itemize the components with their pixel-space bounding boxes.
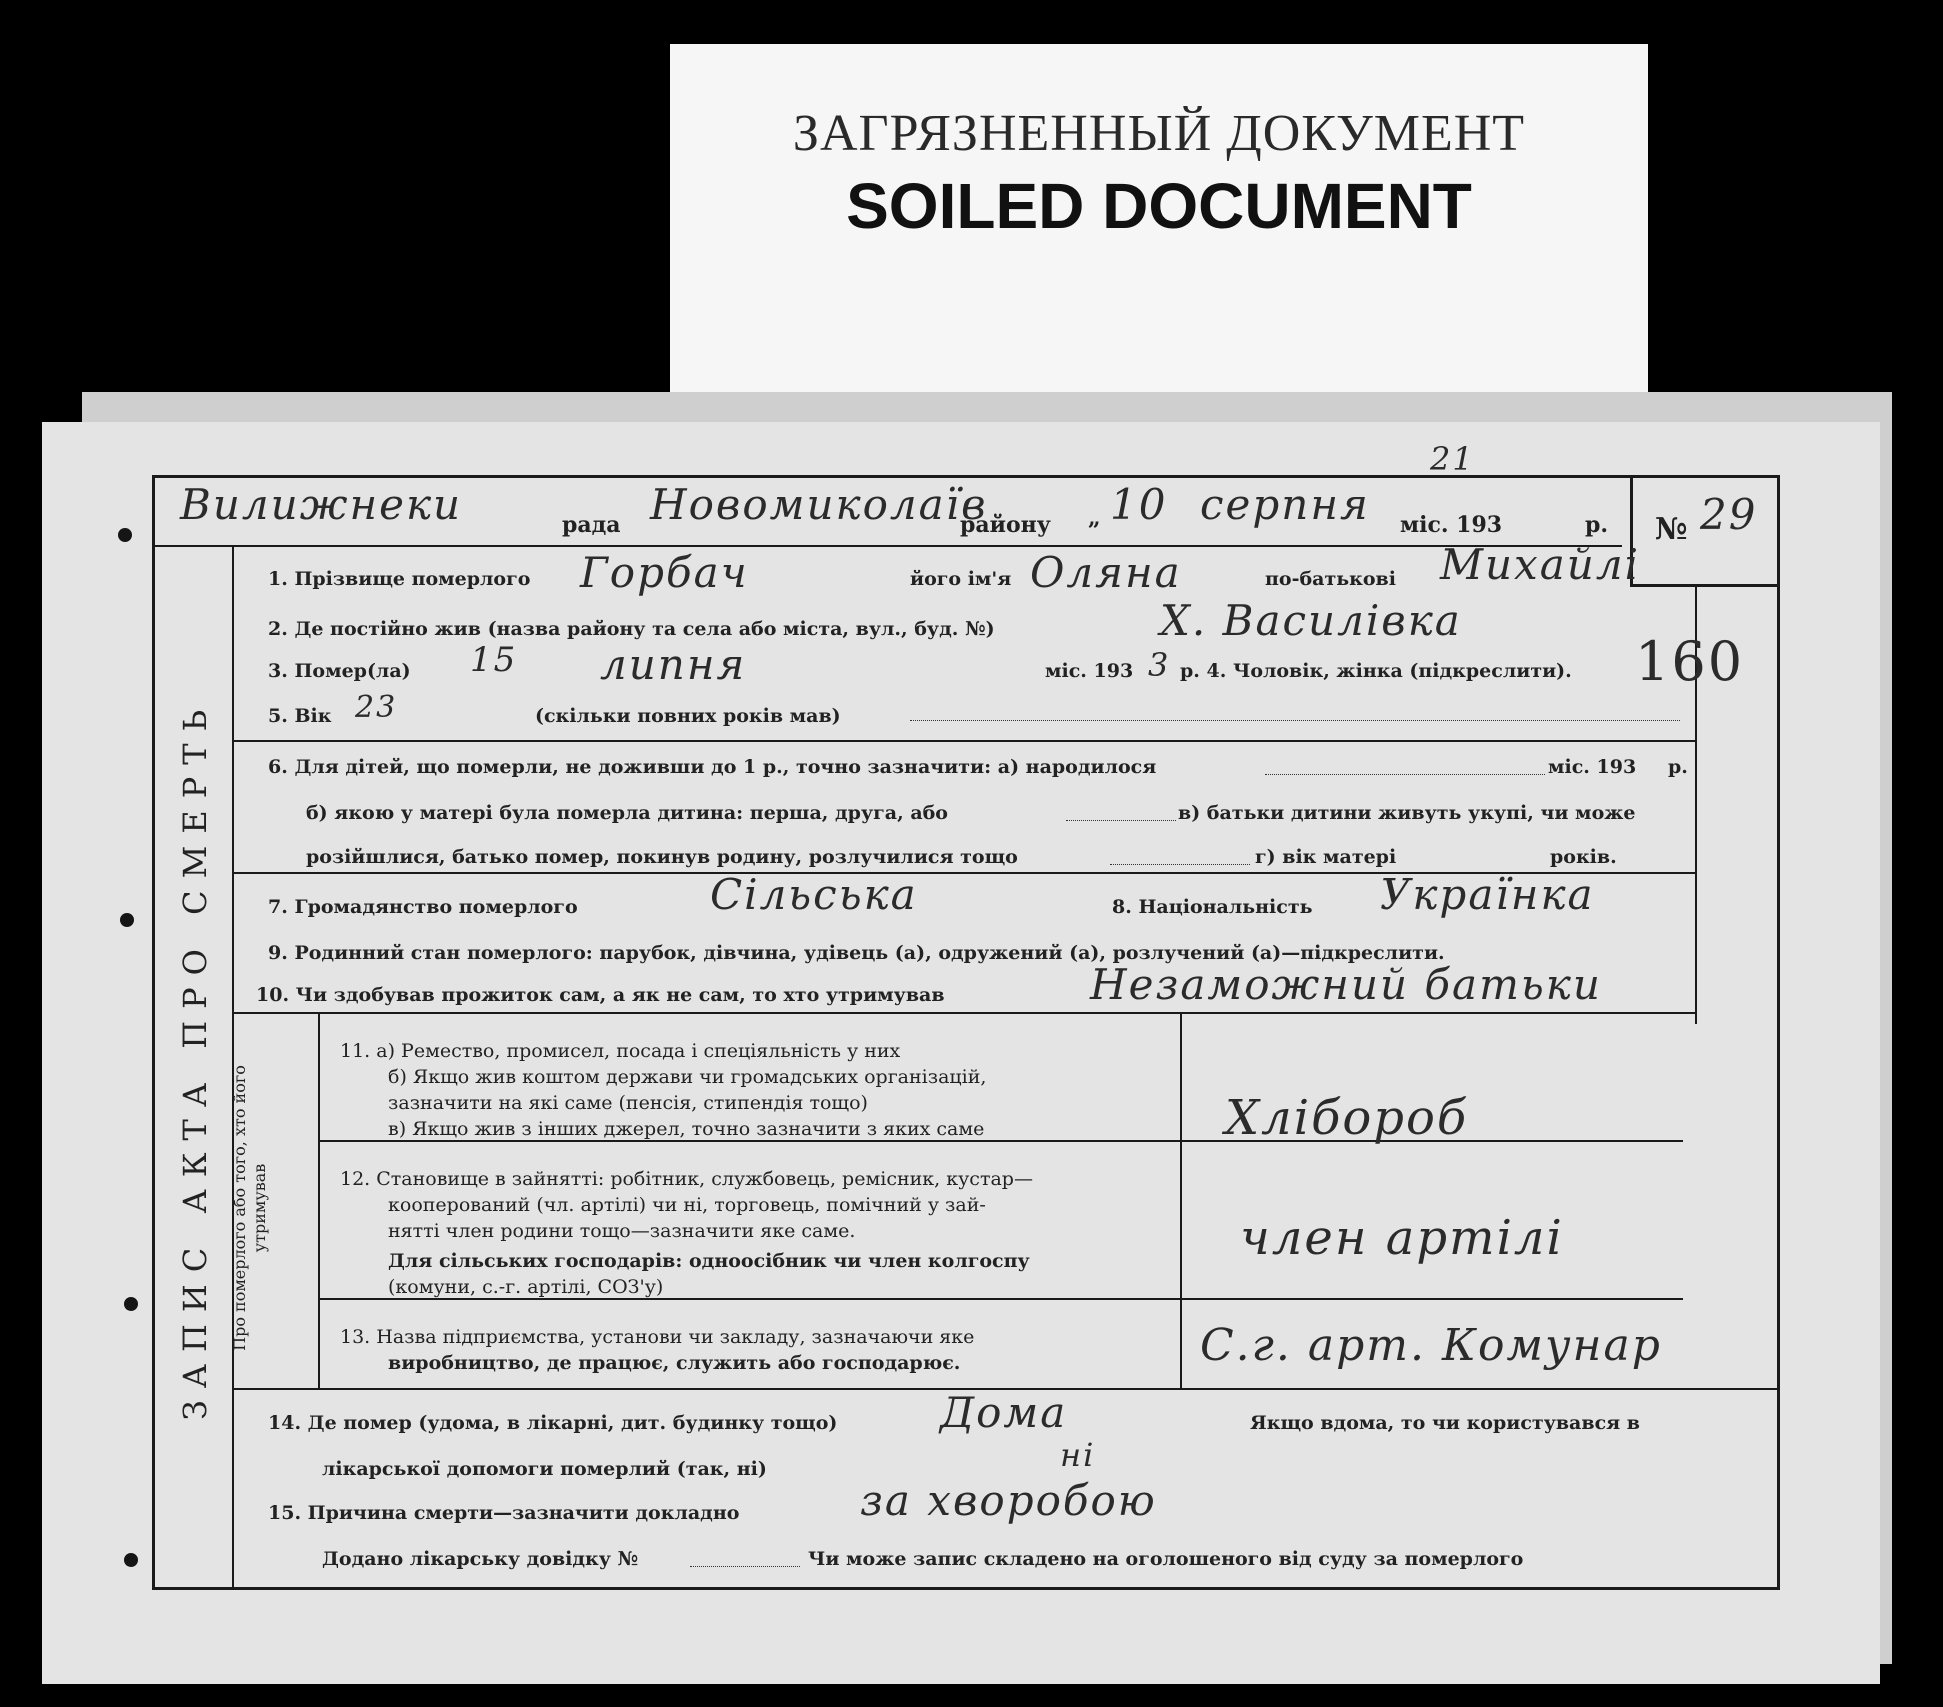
hw-support: Незаможний батьки	[1090, 960, 1602, 1009]
row14-home-label: Якщо вдома, то чи користувався в	[1250, 1412, 1640, 1434]
punch-hole-icon	[120, 913, 134, 927]
hw-margin-number: 160	[1635, 630, 1745, 693]
subsection-inner-divider	[318, 1012, 320, 1388]
row13-line-a: 13. Назва підприємства, установи чи закладу, зазначаючи яке	[340, 1326, 975, 1348]
row12-top	[318, 1140, 1683, 1142]
hw-number: 29	[1700, 490, 1758, 539]
punch-hole-icon	[124, 1297, 138, 1311]
row9-marital-label: 9. Родинний стан померлого: парубок, дівчина, удівець (а), одружений (а), розлучений (а)—підкреслити.	[268, 942, 1445, 964]
hw-death-month: липня	[600, 640, 747, 689]
row15-cause-label: 15. Причина смерти—зазначити докладно	[268, 1502, 740, 1524]
hw-residence: Х. Василівка	[1160, 596, 1462, 645]
row6-parents-label: в) батьки дитини живуть укупі, чи може	[1178, 802, 1636, 824]
row16-certificate-blank	[690, 1566, 800, 1567]
row13-top	[318, 1298, 1683, 1300]
answer-column-divider	[1180, 1012, 1182, 1388]
header-rada: рада	[562, 512, 621, 538]
row3-sex-label: р. 4. Чоловік, жінка (підкреслити).	[1180, 660, 1572, 682]
hw-status: член артілі	[1240, 1210, 1564, 1266]
row6-children-label: 6. Для дітей, що померли, не доживши до 1 р., точно зазначити: а) народилося	[268, 756, 1157, 778]
row3-mis-label: міс. 193	[1045, 660, 1134, 682]
hw-medical: ні	[1060, 1436, 1096, 1474]
row6-order-blank	[1066, 820, 1176, 821]
hw-citizenship: Сільська	[710, 870, 918, 919]
hw-month: серпня	[1200, 480, 1370, 529]
hw-death-year-digit: 3	[1148, 646, 1171, 684]
hw-surname: Горбач	[580, 548, 749, 597]
header-raionu: району	[960, 512, 1051, 538]
row3-died-label: 3. Помер(ла)	[268, 660, 411, 682]
hw-age: 23	[355, 690, 398, 725]
row6-years-label: років.	[1550, 846, 1617, 868]
row6-birth-blank	[1265, 774, 1545, 775]
row6-separated-label: розійшлися, батько помер, покинув родину, розлучилися тощо	[306, 846, 1018, 868]
form-vertical-title: ЗАПИС АКТА ПРО СМЕРТЬ	[176, 697, 214, 1421]
row14-medical-label: лікарської допомоги померлий (так, ні)	[322, 1458, 767, 1480]
hw-cause: за хворобою	[860, 1476, 1157, 1525]
label-english: SOILED DOCUMENT	[846, 170, 1472, 242]
row5-blank	[910, 720, 1680, 721]
header-no: №	[1655, 512, 1688, 547]
punch-hole-icon	[124, 1553, 138, 1567]
row11-line-c: зазначити на які саме (пенсія, стипендія тощо)	[388, 1092, 868, 1114]
header-r: р.	[1585, 512, 1609, 538]
label-russian: ЗАГРЯЗНЕННЫЙ ДОКУМЕНТ	[792, 105, 1526, 162]
hw-name: Оляна	[1030, 548, 1182, 597]
row6-separated-blank	[1110, 864, 1250, 865]
row6-order-label: б) якою у матері була померла дитина: перша, друга, або	[306, 802, 948, 824]
row16-certificate-label: Додано лікарську довідку №	[322, 1548, 639, 1570]
row12-line-e: (комуни, с.-г. артілі, СОЗ'у)	[388, 1276, 664, 1298]
row1-patronymic-label: по-батькові	[1265, 568, 1396, 590]
row10-support-label: 10. Чи здобував прожиток сам, а як не сам, то хто утримував	[256, 984, 945, 1006]
subsection-vertical-label: Про померлого або того, хто його утримував	[230, 1065, 269, 1351]
row5-age-label: 5. Вік	[268, 705, 332, 727]
hw-occupation: Хлібороб	[1225, 1090, 1469, 1146]
row6-top	[232, 740, 1695, 742]
row6-r-label: р.	[1668, 756, 1688, 778]
hw-patronymic: Михайлі	[1440, 540, 1641, 589]
row11-line-b: б) Якщо жив коштом держави чи громадських організацій,	[388, 1066, 987, 1088]
row13-line-b: виробництво, де працює, служить або господарює.	[388, 1352, 961, 1374]
hw-nationality: Українка	[1380, 870, 1595, 919]
row12-line-c: нятті член родини тощо—зазначити яке саме.	[388, 1220, 856, 1242]
hw-district: Новомиколаїв	[650, 480, 988, 529]
number-box-bottom	[1630, 584, 1780, 587]
punch-hole-icon	[118, 528, 132, 542]
hw-death-day: 15	[470, 640, 518, 680]
row1-surname-label: 1. Прізвище померлого	[268, 568, 531, 590]
row1-name-label: його ім'я	[910, 568, 1012, 590]
row6-mis-label: міс. 193	[1548, 756, 1637, 778]
row12-line-b: кооперований (чл. артілі) чи ні, торговець, помічний у зай-	[388, 1194, 986, 1216]
soiled-label-card	[670, 44, 1648, 404]
hw-place: Дома	[940, 1388, 1068, 1437]
hw-day: 10	[1110, 480, 1168, 529]
row11-line-d: в) Якщо жив з інших джерел, точно зазначити з яких саме	[388, 1118, 985, 1140]
row8-nationality-label: 8. Національність	[1112, 896, 1313, 918]
row12-line-a: 12. Становище в зайнятті: робітник, службовець, ремісник, кустар—	[340, 1168, 1033, 1190]
row7-citizenship-label: 7. Громадянство померлого	[268, 896, 578, 918]
row6-mother-age-label: г) вік матері	[1255, 846, 1397, 868]
row11-line-a: 11. а) Ремество, промисел, посада і спеціяльність у них	[340, 1040, 901, 1062]
hw-council: Вилижнеки	[180, 480, 463, 529]
row2-residence-label: 2. Де постійно жив (назва району та села або міста, вул., буд. №)	[268, 618, 995, 640]
header-divider	[152, 545, 1622, 547]
hw-day-superscript: 21	[1430, 440, 1475, 478]
header-mis: міс. 193	[1400, 512, 1503, 538]
row5-age-hint: (скільки повних років мав)	[535, 705, 841, 727]
header-quote: „	[1088, 505, 1101, 531]
hw-enterprise: С.г. арт. Комунар	[1200, 1320, 1662, 1371]
row16-court-label: Чи може запис складено на оголошеного від суду за померлого	[808, 1548, 1524, 1570]
subsection-top	[232, 1012, 1695, 1014]
row14-place-label: 14. Де помер (удома, в лікарні, дит. будинку тощо)	[268, 1412, 838, 1434]
row12-line-d: Для сільських господарів: одноосібник чи член колгоспу	[388, 1250, 1030, 1272]
